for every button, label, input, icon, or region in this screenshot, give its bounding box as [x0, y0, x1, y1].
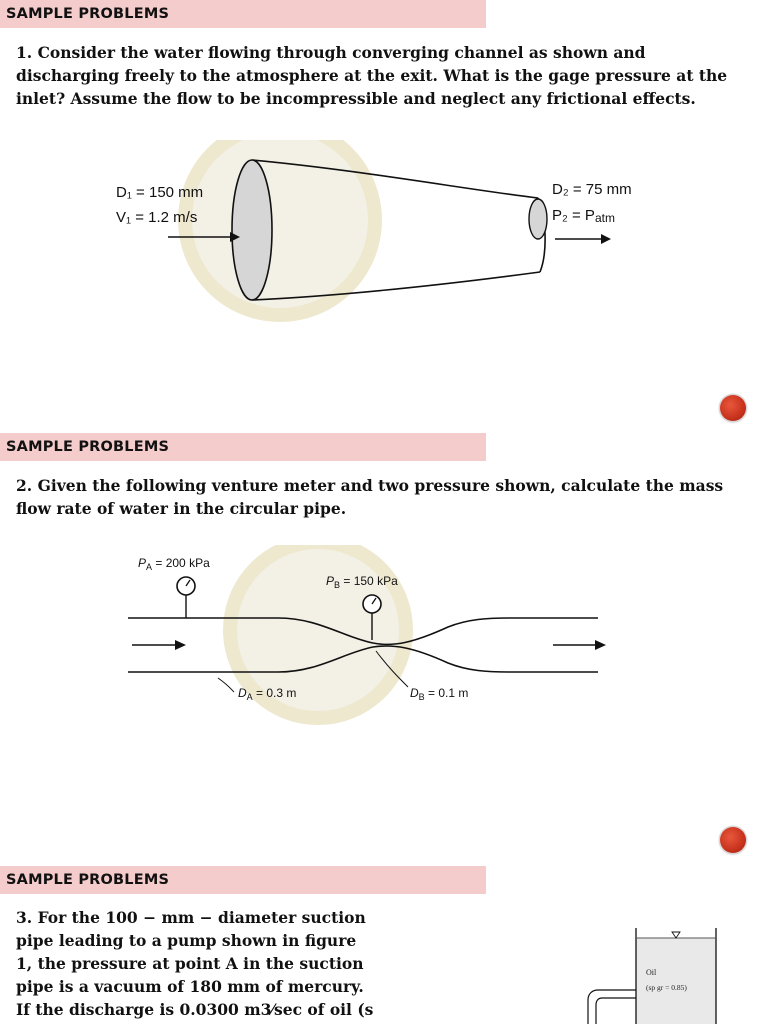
- slide-bullet-icon: [720, 827, 746, 853]
- label-db: $D_B = 0.1$ m: [410, 686, 469, 702]
- label-pa: $P_A = 200$ kPa: [138, 556, 210, 572]
- label-p2: P₂ = Patm: [552, 207, 615, 225]
- problem-2-text: 2. Given the following venture meter and two pressure shown, calculate the mass flow rate of water in the circular pipe.: [16, 476, 724, 518]
- converging-channel-figure: [100, 140, 680, 340]
- oil-tank-figure: [584, 924, 724, 1024]
- inlet-flow-arrowhead: [175, 640, 186, 650]
- outlet-ellipse: [529, 199, 547, 239]
- section-header-1: SAMPLE PROBLEMS: [0, 0, 486, 28]
- free-surface-icon: [672, 932, 680, 938]
- problem-3-text: 3. For the 100 − mm − diameter suction pipe leading to a pump shown in figure 1, the pressure at point A in the suction pipe is a vacuum of 180 mm of mercury. If the discharge is 0.0300 m3⁄sec of oil (s: [16, 908, 374, 1019]
- section-header-3: SAMPLE PROBLEMS: [0, 866, 486, 894]
- watermark-logo: [185, 140, 375, 315]
- label-pb: $P_B = 150$ kPa: [326, 574, 398, 590]
- problem-1-text: 1. Consider the water flowing through converging channel as shown and discharging freely to the atmosphere at the exit. What is the gage pressure at the inlet? Assume the flow to be incompressible and neglect any frictional effects.: [16, 43, 728, 108]
- label-d1: D₁ = 150 mm: [116, 184, 204, 201]
- outlet-arrowhead: [601, 234, 611, 244]
- tank-fill: [636, 938, 716, 1024]
- label-v1: V₁ = 1.2 m/s: [116, 209, 198, 226]
- leader-da: [218, 678, 234, 692]
- label-da: $D_A = 0.3$ m: [238, 686, 297, 702]
- section-header-2: SAMPLE PROBLEMS: [0, 433, 486, 461]
- label-d2: D₂ = 75 mm: [552, 181, 632, 198]
- venturi-meter-figure: [128, 545, 618, 725]
- label-spgr: (sp gr = 0.85): [646, 983, 687, 992]
- label-oil: Oil: [646, 968, 657, 977]
- slide-bullet-icon: [720, 395, 746, 421]
- inlet-ellipse: [232, 160, 272, 300]
- outlet-flow-arrowhead: [595, 640, 606, 650]
- suction-pipe: [588, 990, 636, 1024]
